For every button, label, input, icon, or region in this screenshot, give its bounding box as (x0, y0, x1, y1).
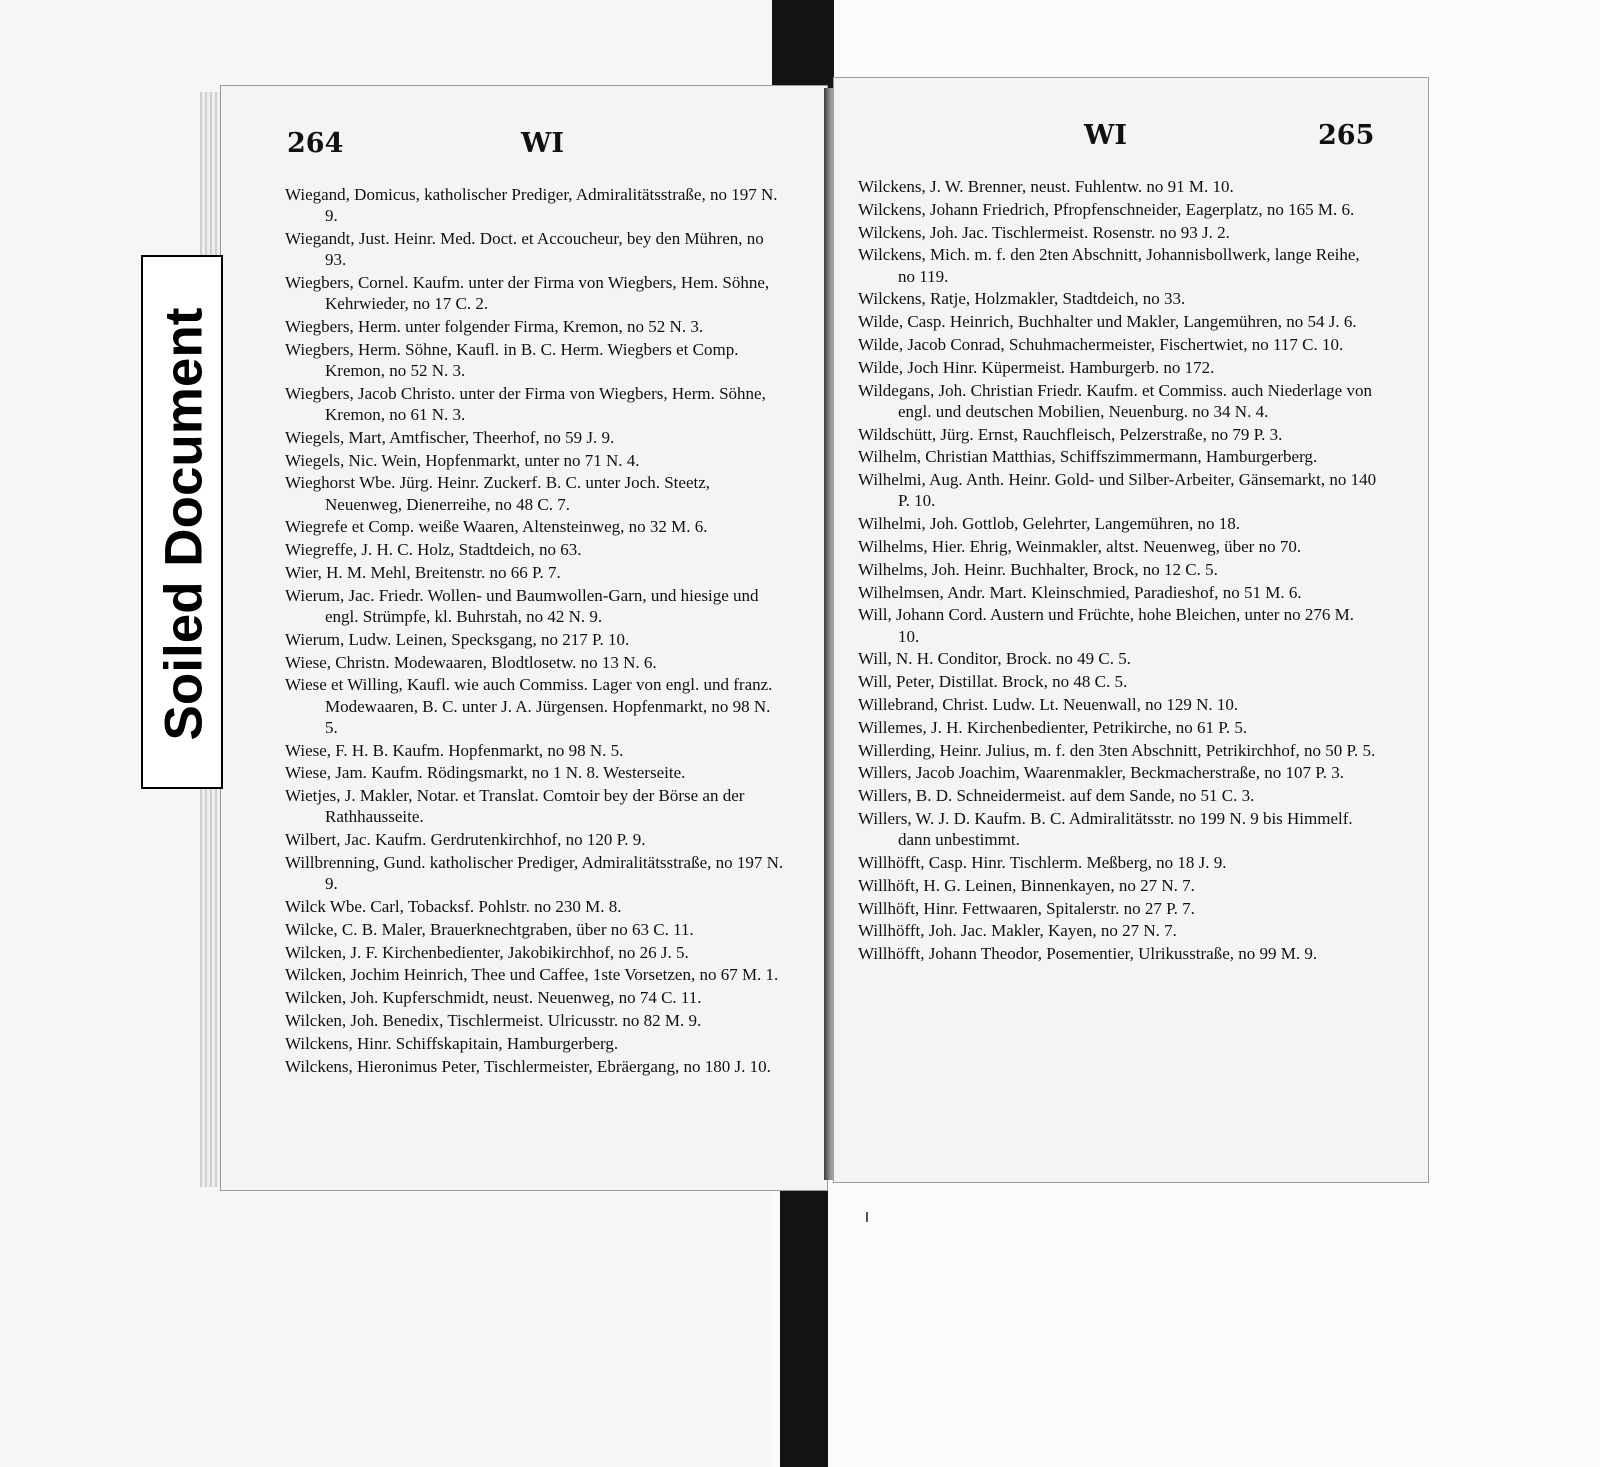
directory-entry: Wildegans, Joh. Christian Friedr. Kaufm. et Commiss. auch Niederlage von engl. und deutschen Mobilien, Neuenburg. no 34 N. 4. (858, 380, 1372, 421)
directory-entry: Wiegbers, Cornel. Kaufm. unter der Firma von Wiegbers, Hem. Söhne, Kehrwieder, no 17 C. 2. (285, 273, 770, 314)
left-page (221, 86, 827, 1190)
directory-entry: Wilhelms, Joh. Heinr. Buchhalter, Brock, no 12 C. 5. (858, 559, 1218, 579)
directory-entry: Wilhelmsen, Andr. Mart. Kleinschmied, Paradieshof, no 51 M. 6. (858, 582, 1302, 602)
stamp-label: Soiled Document (154, 307, 214, 741)
binding-gutter-bottom (780, 1178, 828, 1467)
directory-entry: Wilhelmi, Aug. Anth. Heinr. Gold- und Silber-Arbeiter, Gänsemarkt, no 140 P. 10. (858, 470, 1377, 511)
directory-entry: Wilcken, Jochim Heinrich, Thee und Caffee, 1ste Vorsetzen, no 67 M. 1. (285, 965, 779, 985)
directory-entry: Wier, H. M. Mehl, Breitenstr. no 66 P. 7. (285, 562, 561, 582)
directory-entry: Wieghorst Wbe. Jürg. Heinr. Zuckerf. B. C. unter Joch. Steetz, Neuenweg, Dienerreihe, no 48 C. 7. (285, 473, 711, 514)
directory-entry: Willemes, J. H. Kirchenbedienter, Petrikirche, no 61 P. 5. (858, 717, 1248, 737)
directory-entry: Willers, Jacob Joachim, Waarenmakler, Beckmacherstraße, no 107 P. 3. (858, 763, 1345, 783)
directory-entry: Willbrenning, Gund. katholischer Prediger, Admiralitätsstraße, no 197 N. 9. (285, 852, 784, 894)
directory-entry: Wiegandt, Just. Heinr. Med. Doct. et Accoucheur, bey den Mühren, no 93. (285, 229, 764, 270)
directory-entry: Wiese, Christn. Modewaaren, Blodtlosetw. no 13 N. 6. (285, 652, 657, 672)
directory-entry: Wilde, Casp. Heinrich, Buchhalter und Makler, Langemühren, no 54 J. 6. (858, 312, 1357, 332)
directory-entry: Wilhelmi, Joh. Gottlob, Gelehrter, Langemühren, no 18. (858, 514, 1240, 534)
right-page-header: WI (1084, 120, 1127, 151)
directory-entry: Wilbert, Jac. Kaufm. Gerdrutenkirchhof, no 120 P. 9. (285, 830, 646, 850)
directory-entry: Wilcke, C. B. Maler, Brauerknechtgraben, über no 63 C. 11. (285, 919, 694, 939)
directory-entry: Wilckens, Ratje, Holzmakler, Stadtdeich, no 33. (858, 289, 1186, 309)
directory-entry: Wilhelm, Christian Matthias, Schiffszimmermann, Hamburgerberg. (858, 447, 1318, 467)
directory-entry: Willerding, Heinr. Julius, m. f. den 3ten Abschnitt, Petrikirchhof, no 50 P. 5. (858, 740, 1376, 760)
directory-entry: Willhöfft, Johann Theodor, Posementier, Ulrikusstraße, no 99 M. 9. (858, 944, 1318, 964)
directory-entry: Wiegand, Domicus, katholischer Prediger, Admiralitätsstraße, no 197 N. 9. (285, 185, 778, 226)
directory-entry: Wiese, F. H. B. Kaufm. Hopfenmarkt, no 98 N. 5. (285, 740, 624, 760)
directory-entry: Wilhelms, Hier. Ehrig, Weinmakler, altst. Neuenweg, über no 70. (858, 536, 1302, 556)
directory-entry: Willers, B. D. Schneidermeist. auf dem Sande, no 51 C. 3. (858, 786, 1255, 806)
directory-entry: Wiese et Willing, Kaufl. wie auch Commiss. Lager von engl. und franz. Modewaaren, B. C. unter J. A. Jürgensen. Hopfenmarkt, no 98 N. 5. (285, 675, 773, 737)
directory-entry: Wilckens, Hieronimus Peter, Tischlermeister, Ebräergang, no 180 J. 10. (285, 1056, 771, 1076)
directory-entry: Wilckens, Johann Friedrich, Pfropfenschneider, Eagerplatz, no 165 M. 6. (858, 199, 1355, 219)
soiled-document-stamp (141, 255, 223, 789)
directory-entry: Wilckens, Hinr. Schiffskapitain, Hamburgerberg. (285, 1033, 619, 1053)
directory-entry: Wierum, Ludw. Leinen, Specksgang, no 217 P. 10. (285, 629, 630, 649)
directory-entry: Will, Peter, Distillat. Brock, no 48 C. 5. (858, 672, 1128, 692)
directory-entry: Wilckens, Joh. Jac. Tischlermeist. Rosenstr. no 93 J. 2. (858, 222, 1230, 242)
directory-entry: Wilcken, J. F. Kirchenbedienter, Jakobikirchhof, no 26 J. 5. (285, 942, 689, 962)
directory-entry: Willhöft, H. G. Leinen, Binnenkayen, no 27 N. 7. (858, 875, 1195, 895)
directory-entry: Willebrand, Christ. Ludw. Lt. Neuenwall, no 129 N. 10. (858, 694, 1239, 714)
scan-speck (866, 1212, 868, 1222)
directory-entry: Wiese, Jam. Kaufm. Rödingsmarkt, no 1 N. 8. Westerseite. (285, 763, 686, 783)
directory-entry: Wildschütt, Jürg. Ernst, Rauchfleisch, Pelzerstraße, no 79 P. 3. (858, 424, 1283, 444)
directory-entry: Wiegels, Mart, Amtfischer, Theerhof, no 59 J. 9. (285, 427, 615, 447)
left-page-number: 264 (287, 128, 344, 159)
directory-entry: Wilckens, Mich. m. f. den 2ten Abschnitt, Johannisbollwerk, lange Reihe, no 119. (858, 245, 1360, 286)
directory-entry: Willhöft, Hinr. Fettwaaren, Spitalerstr. no 27 P. 7. (858, 898, 1195, 918)
directory-entry: Wietjes, J. Makler, Notar. et Translat. Comtoir bey der Börse an der Rathhausseite. (285, 786, 745, 827)
directory-entry: Willhöfft, Joh. Jac. Makler, Kayen, no 27 N. 7. (858, 921, 1177, 941)
directory-entry: Wiegbers, Jacob Christo. unter der Firma von Wiegbers, Herm. Söhne, Kremon, no 61 N. 3. (285, 383, 766, 424)
right-page-number: 265 (1318, 120, 1375, 151)
directory-entry: Wilcken, Joh. Benedix, Tischlermeist. Ulricusstr. no 82 M. 9. (285, 1010, 702, 1030)
directory-entry: Wiegbers, Herm. Söhne, Kaufl. in B. C. Herm. Wiegbers et Comp. Kremon, no 52 N. 3. (285, 339, 739, 380)
directory-entry: Willers, W. J. D. Kaufm. B. C. Admiralitätsstr. no 199 N. 9 bis Himmelf. dann unbestimmt. (858, 808, 1353, 850)
directory-entry: Wilckens, J. W. Brenner, neust. Fuhlentw. no 91 M. 10. (858, 177, 1234, 196)
directory-entry: Will, Johann Cord. Austern und Früchte, hohe Bleichen, unter no 276 M. 10. (858, 605, 1355, 646)
right-page (834, 78, 1428, 1182)
directory-entry: Wiegrefe et Comp. weiße Waaren, Altensteinweg, no 32 M. 6. (285, 517, 708, 537)
directory-entry: Wilde, Jacob Conrad, Schuhmachermeister, Fischertwiet, no 117 C. 10. (858, 334, 1344, 354)
left-page-header: WI (521, 128, 564, 159)
directory-entry: Wiegreffe, J. H. C. Holz, Stadtdeich, no 63. (285, 540, 582, 560)
directory-entry: Wiegbers, Herm. unter folgender Firma, Kremon, no 52 N. 3. (285, 317, 704, 336)
binding-gutter-top (772, 0, 834, 94)
directory-entry: Willhöfft, Casp. Hinr. Tischlerm. Meßberg, no 18 J. 9. (858, 852, 1227, 872)
directory-entry: Wilde, Joch Hinr. Küpermeist. Hamburgerb. no 172. (858, 357, 1215, 377)
left-entry-list (285, 184, 785, 1078)
directory-entry: Wilck Wbe. Carl, Tobacksf. Pohlstr. no 230 M. 8. (285, 896, 622, 916)
right-entry-list (858, 176, 1378, 966)
directory-entry: Will, N. H. Conditor, Brock. no 49 C. 5. (858, 649, 1131, 669)
directory-entry: Wierum, Jac. Friedr. Wollen- und Baumwollen-Garn, und hiesige und engl. Strümpfe, kl. Buhrstah, no 42 N. 9. (285, 585, 759, 626)
directory-entry: Wilcken, Joh. Kupferschmidt, neust. Neuenweg, no 74 C. 11. (285, 988, 702, 1008)
directory-entry: Wiegels, Nic. Wein, Hopfenmarkt, unter no 71 N. 4. (285, 450, 640, 470)
